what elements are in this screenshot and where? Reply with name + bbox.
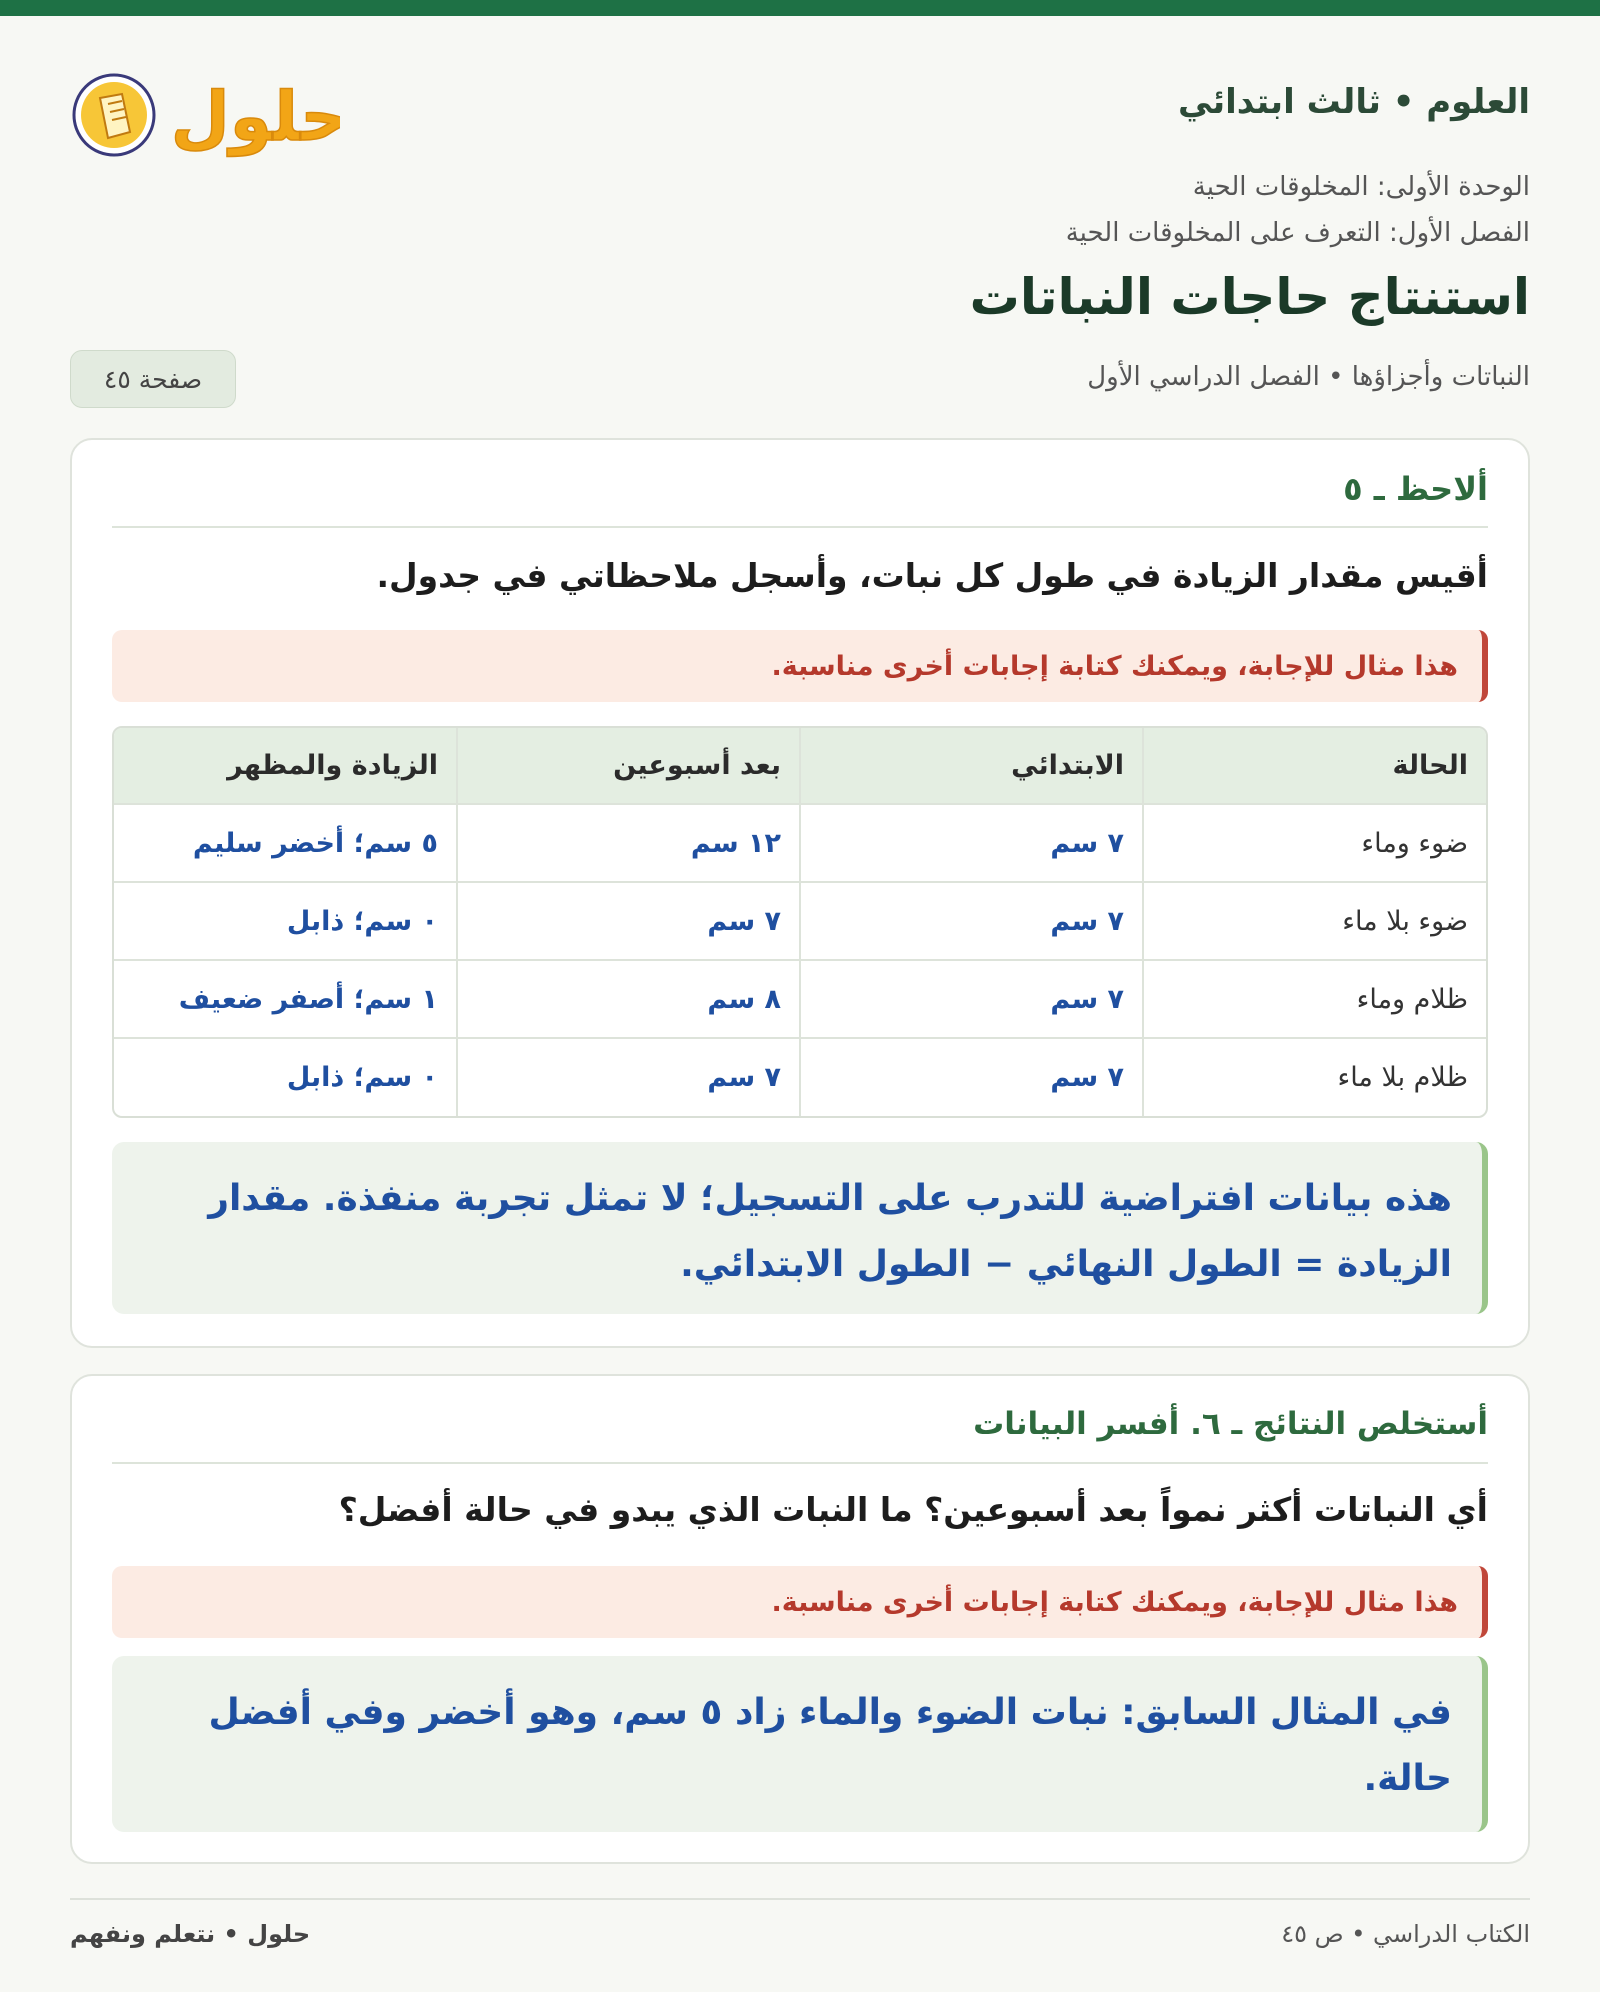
lesson-meta: النباتات وأجزاؤها • الفصل الدراسي الأول bbox=[1087, 362, 1530, 392]
table-header-row bbox=[114, 728, 1486, 804]
question-text: أي النباتات أكثر نمواً بعد أسبوعين؟ ما النبات الذي يبدو في حالة أفضل؟ bbox=[338, 1490, 1488, 1529]
question-text: أقيس مقدار الزيادة في طول كل نبات، وأسجل ملاحظاتي في جدول. bbox=[376, 556, 1488, 595]
table-cell-value: ٧ سم bbox=[800, 804, 1143, 882]
column-header: بعد أسبوعين bbox=[457, 728, 800, 804]
section-heading: أستخلص النتائج ـ ٦. أفسر البيانات bbox=[112, 1406, 1488, 1464]
table-cell-value: ٠ سم؛ ذابل bbox=[114, 882, 457, 960]
section-heading: ألاحظ ـ ٥ bbox=[112, 470, 1488, 528]
lesson-title: استنتاج حاجات النباتات bbox=[969, 268, 1530, 326]
table-row bbox=[114, 804, 1486, 882]
logo-icon bbox=[70, 60, 340, 170]
table-cell-value: ٧ سم bbox=[800, 1038, 1143, 1116]
column-header: الابتدائي bbox=[800, 728, 1143, 804]
subject-title: العلوم • ثالث ابتدائي bbox=[1177, 82, 1530, 122]
table-cell-value: ٨ سم bbox=[457, 960, 800, 1038]
brand-logo[interactable] bbox=[70, 60, 340, 170]
page-number-badge: صفحة ٤٥ bbox=[70, 350, 236, 408]
answer-box: هذه بيانات افتراضية للتدرب على التسجيل؛ لا تمثل تجربة منفذة. مقدار الزيادة = الطول النهائي − الطول الابتدائي. bbox=[112, 1142, 1488, 1314]
conclude-card bbox=[70, 1374, 1530, 1864]
footer-book-reference: الكتاب الدراسي • ص ٤٥ bbox=[1281, 1920, 1530, 1948]
table-row bbox=[114, 882, 1486, 960]
table-cell-value: ١ سم؛ أصفر ضعيف bbox=[114, 960, 457, 1038]
breadcrumb-chapter: الفصل الأول: التعرف على المخلوقات الحية bbox=[1065, 218, 1530, 248]
answer-box: في المثال السابق: نبات الضوء والماء زاد ٥ سم، وهو أخضر وفي أفضل حالة. bbox=[112, 1656, 1488, 1832]
table-cell-value: ٧ سم bbox=[457, 882, 800, 960]
logo-wordmark: حلول bbox=[170, 78, 340, 157]
top-accent-bar bbox=[0, 0, 1600, 16]
table-cell-value: ٠ سم؛ ذابل bbox=[286, 1062, 438, 1093]
footer-brand[interactable]: حلول • نتعلم ونفهم bbox=[70, 1920, 311, 1948]
table-cell-value: ١٢ سم bbox=[457, 804, 800, 882]
table-row bbox=[114, 1038, 1486, 1116]
table-cell-condition: ظلام بلا ماء bbox=[1143, 1038, 1486, 1116]
table-row bbox=[114, 960, 1486, 1038]
table-cell-condition: ضوء وماء bbox=[1143, 804, 1486, 882]
table-cell-value: ٧ سم bbox=[457, 1038, 800, 1116]
column-header: الزيادة والمظهر bbox=[114, 728, 457, 804]
breadcrumb-unit: الوحدة الأولى: المخلوقات الحية bbox=[1192, 172, 1530, 202]
observe-card bbox=[70, 438, 1530, 1348]
observations-table bbox=[112, 726, 1488, 1118]
answer-note: هذا مثال للإجابة، ويمكنك كتابة إجابات أخرى مناسبة. bbox=[112, 1566, 1488, 1638]
table-cell-condition: ظلام وماء bbox=[1143, 960, 1486, 1038]
column-header: الحالة bbox=[1143, 728, 1486, 804]
table-cell-value: ٥ سم؛ أخضر سليم bbox=[114, 804, 457, 882]
table-cell-condition: ضوء بلا ماء bbox=[1143, 882, 1486, 960]
footer-divider bbox=[70, 1898, 1530, 1900]
table-cell-value: ٧ سم bbox=[800, 882, 1143, 960]
table-cell-value: ٧ سم bbox=[800, 960, 1143, 1038]
answer-note: هذا مثال للإجابة، ويمكنك كتابة إجابات أخرى مناسبة. bbox=[112, 630, 1488, 702]
